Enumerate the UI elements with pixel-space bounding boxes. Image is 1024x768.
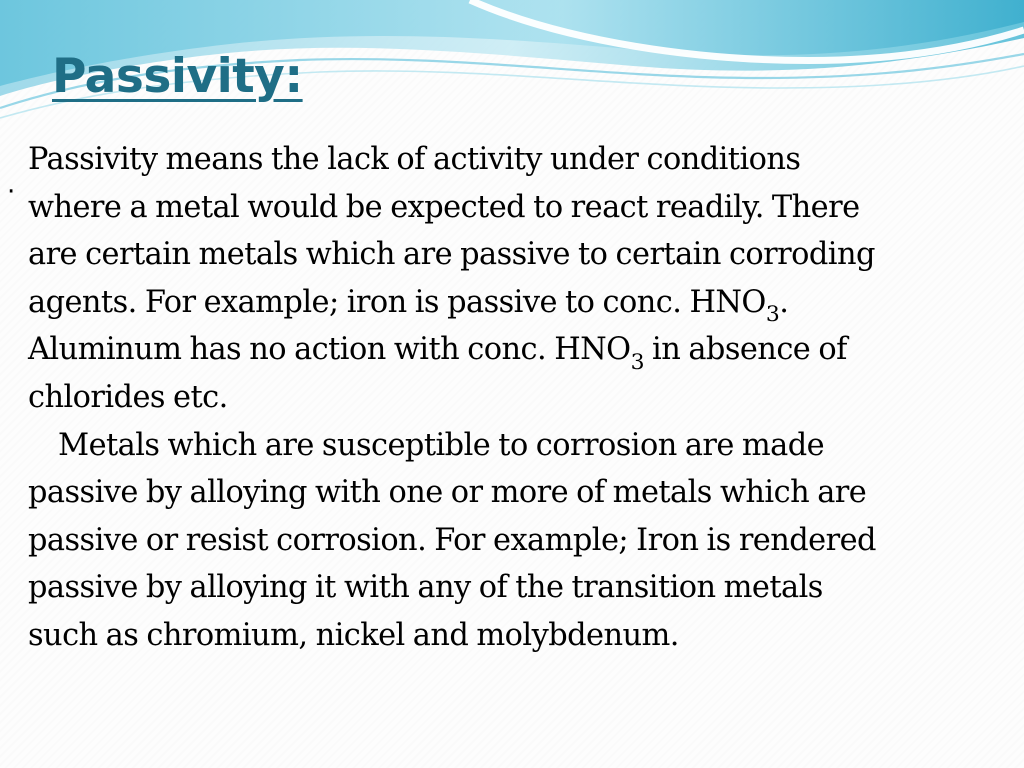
text-line: are certain metals which are passive to certain corroding (28, 237, 875, 273)
text-line: passive by alloying it with any of the transition metals (28, 570, 823, 606)
text-line: Passivity means the lack of activity under conditions (28, 142, 801, 177)
bullet-marker: · (7, 177, 16, 207)
text-line: chlorides etc. (28, 379, 228, 415)
text-line: such as chromium, nickel and molybdenum. (28, 617, 679, 653)
text-line: where a metal would be expected to react readily. There (28, 189, 860, 225)
text-line: Metals which are susceptible to corrosion are made (58, 427, 825, 463)
body-text (28, 136, 1003, 660)
slide-title: Passivity: (52, 49, 303, 104)
text-segment: agents. For example; iron is passive to conc. HNO (28, 284, 766, 320)
subscript: 3 (630, 349, 644, 375)
subscript: 3 (765, 301, 780, 327)
text-line (28, 326, 1003, 374)
text-segment: in absence of (643, 332, 847, 368)
text-line: passive by alloying with one or more of metals which are (28, 475, 867, 511)
text-segment: . (779, 284, 789, 320)
text-line (28, 279, 1003, 327)
text-segment: Aluminum has no action with conc. HNO (28, 332, 631, 368)
text-line: passive or resist corrosion. For example; Iron is rendered (28, 522, 876, 558)
